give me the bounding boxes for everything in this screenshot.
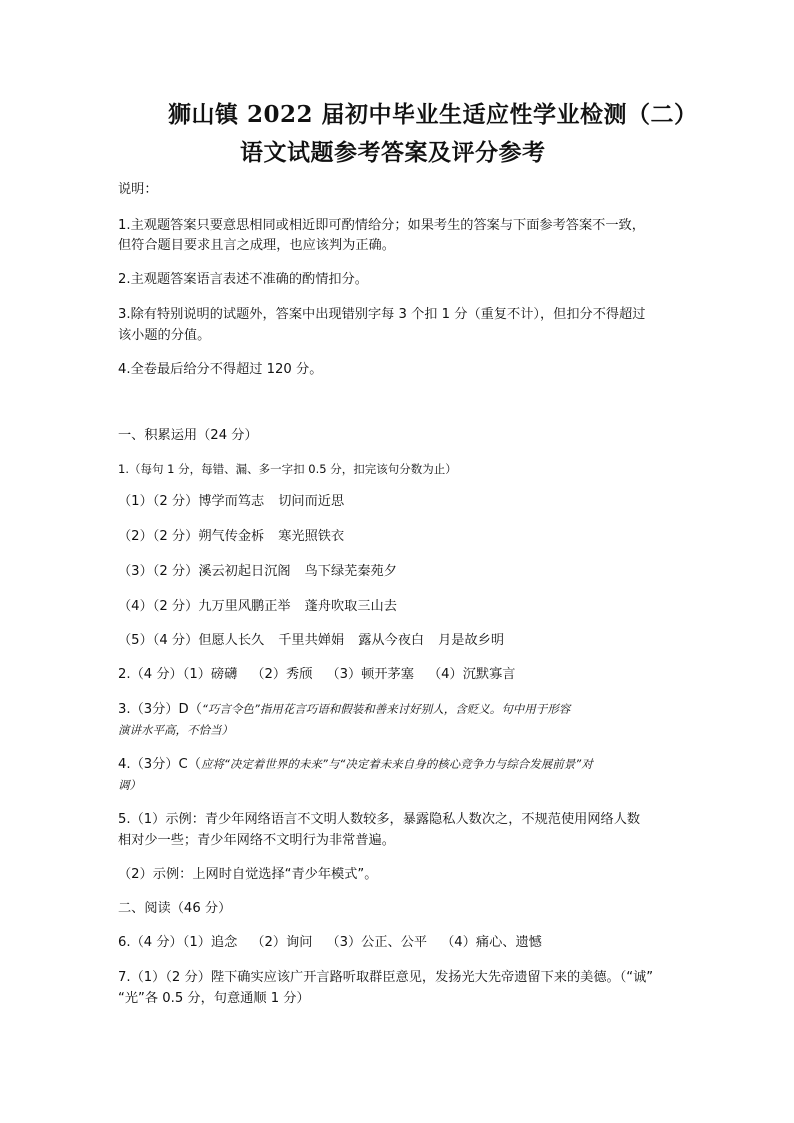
q3-row: [118, 699, 570, 720]
q3-explanation: “巧言令色”指用花言巧语和假装和善来讨好别人，含贬义。句中用于形容: [201, 702, 571, 716]
q2-part: （2）秀颀: [251, 667, 313, 682]
q4-explanation-cont: 调）: [118, 778, 141, 792]
answer-c: 露从今夜白: [358, 633, 425, 648]
answer-a: 溪云初起日沉阁: [198, 564, 291, 579]
q6-prefix: 6.（4 分）: [118, 935, 183, 950]
exam-title: 狮山镇 2022 届初中毕业生适应性学业检测（二）: [168, 101, 698, 128]
q6-part: （2）询问: [251, 935, 313, 950]
q2-part: （3）顿开茅塞: [326, 667, 414, 682]
notes-heading: 说明：: [118, 182, 158, 197]
answer-label: （3）（2 分）: [118, 564, 199, 579]
q5-line: （2）示例：上网时自觉选择“青少年模式”。: [118, 867, 378, 882]
q1-answer-row: [118, 562, 397, 582]
q5-line: 相对少一些；青少年网络不文明行为非常普遍。: [118, 833, 395, 848]
q6-row: [118, 933, 542, 953]
q2-row: [118, 665, 515, 685]
answer-d: 月是故乡明: [438, 633, 505, 648]
q5-line: 5.（1）示例：青少年网络语言不文明人数较多，暴露隐私人数次之，不规范使用网络人数: [118, 812, 641, 827]
answer-a: 但愿人长久: [198, 633, 265, 648]
q2-part: （4）沉默寡言: [427, 667, 516, 682]
answer-a: 博学而笃志: [198, 494, 265, 509]
q1-label: 1.（每句 1 分，每错、漏、多一字扣 0.5 分，扣完该句分数为止）: [118, 462, 457, 476]
note-line: 3.除有特别说明的试题外，答案中出现错别字每 3 个扣 1 分（重复不计），但扣分不得超过: [118, 307, 646, 322]
answer-b: 切问而近思: [278, 494, 345, 509]
q4-row: [118, 754, 593, 775]
q7-line: “光”各 0.5 分，句意通顺 1 分）: [118, 991, 310, 1006]
q3-explanation-cont: 演讲水平高，不恰当）: [118, 723, 233, 737]
answer-a: 朔气传金柝: [198, 529, 265, 544]
q6-part: （1）追念: [182, 935, 238, 950]
section-heading: 一、积累运用（24 分）: [118, 428, 258, 443]
note-line: 但符合题目要求且言之成理，也应该判为正确。: [118, 238, 395, 253]
q7-line: 7.（1）（2 分）陛下确实应该广开言路听取群臣意见，发扬光大先帝遗留下来的美德。（“诚”: [118, 970, 654, 985]
q1-answer-row: [118, 527, 344, 547]
answer-label: （4）（2 分）: [118, 599, 199, 614]
answer-b: 蓬舟吹取三山去: [304, 599, 397, 614]
answer-label: （5）（4 分）: [118, 633, 199, 648]
q1-answer-row: [118, 492, 344, 512]
answer-label: （2）（2 分）: [118, 529, 199, 544]
note-line: 4.全卷最后给分不得超过 120 分。: [118, 362, 323, 377]
note-line: 1.主观题答案只要意思相同或相近即可酌情给分；如果考生的答案与下面参考答案不一致，: [118, 218, 645, 233]
note-line: 该小题的分值。: [118, 328, 211, 343]
answer-b: 千里共婵娟: [278, 633, 345, 648]
q4-explanation: 应将“决定着世界的未来”与“决定着未来自身的核心竞争力与综合发展前景”对: [200, 757, 593, 771]
q4-prefix: 4.（3分）C（: [118, 757, 201, 772]
q6-part: （4）痛心、遗憾: [441, 935, 542, 950]
answer-b: 鸟下绿芜秦苑夕: [304, 564, 397, 579]
note-line: 2.主观题答案语言表述不准确的酌情扣分。: [118, 272, 368, 287]
answer-a: 九万里风鹏正举: [198, 599, 291, 614]
q6-part: （3）公正、公平: [326, 935, 428, 950]
q3-prefix: 3.（3分）D（: [118, 702, 202, 717]
q1-answer-row: [118, 631, 504, 651]
section-heading: 二、阅读（46 分）: [118, 901, 232, 916]
answer-b: 寒光照铁衣: [278, 529, 345, 544]
q2-part: （1）磅礴: [182, 667, 238, 682]
q1-answer-row: [118, 597, 397, 617]
answer-label: （1）（2 分）: [118, 494, 199, 509]
exam-subtitle: 语文试题参考答案及评分参考: [240, 139, 546, 166]
q2-prefix: 2.（4 分）: [118, 667, 183, 682]
